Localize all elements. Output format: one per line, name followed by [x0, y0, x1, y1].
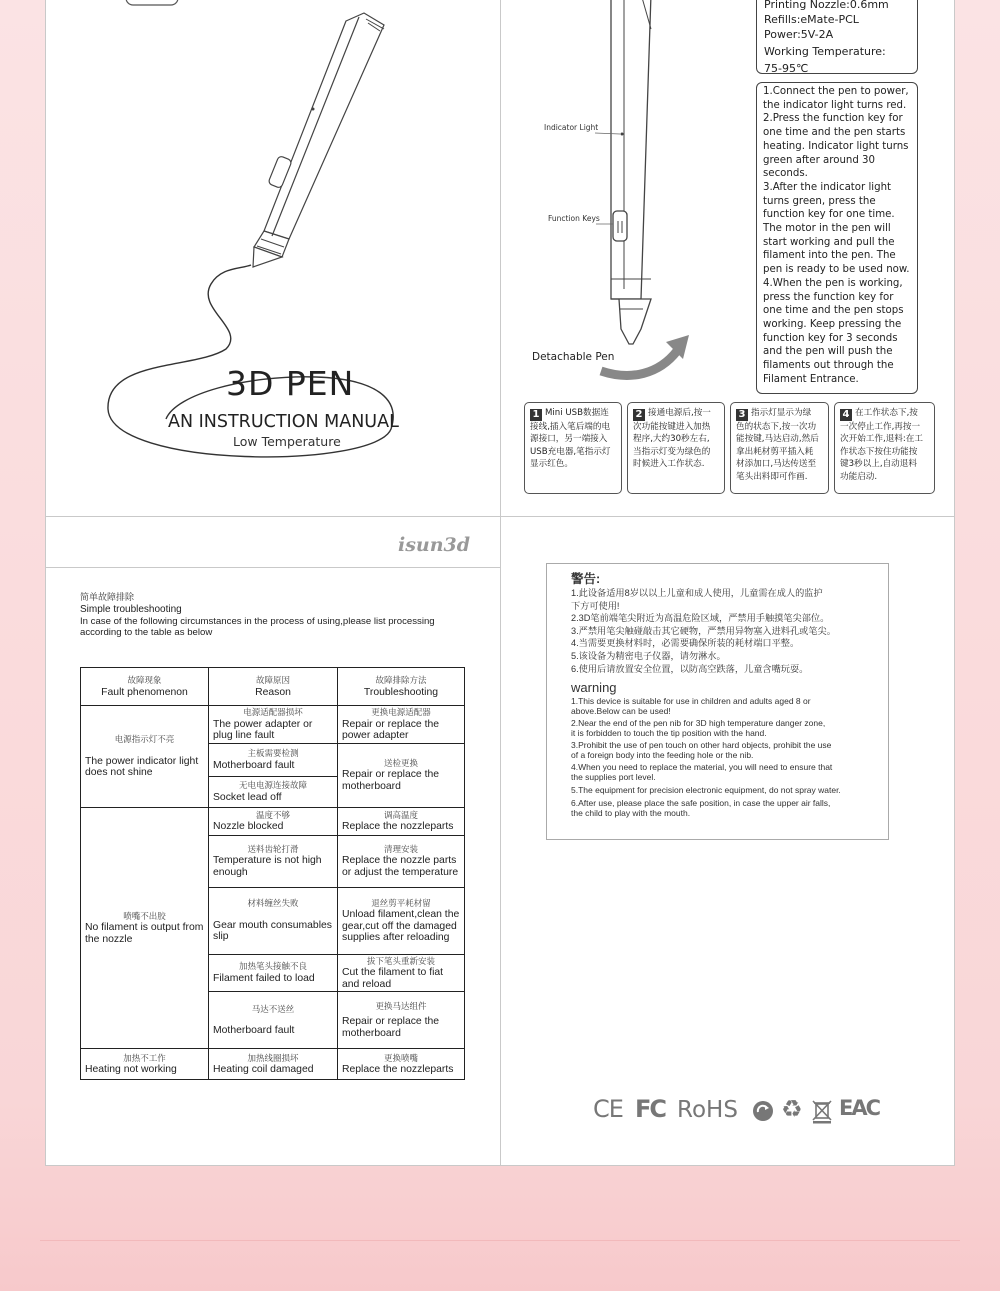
step-line: seconds.: [763, 168, 808, 180]
warning-box: [546, 563, 889, 840]
warning-zh-line: 1.此设备适用8岁以以上儿童和成人使用，儿童需在成人的监护: [571, 588, 823, 598]
fc-mark-icon: FC: [635, 1095, 666, 1123]
warning-zh-line: 3.严禁用笔尖触碰敲击其它硬物，严禁用异物塞入进料孔或笔尖。: [571, 625, 836, 636]
step-line: one time and the pen stops: [763, 305, 904, 317]
cn-step-line: 一次停止工作,再按一: [840, 422, 921, 432]
warning-en-line: 3.Prohibit the use of pen touch on other hard objects, prohibit the use: [571, 740, 832, 751]
reason-zh: 送料齿轮打滑: [247, 843, 299, 854]
step-line: start working and pull the: [763, 236, 895, 248]
reason-en: Heating coil damaged: [213, 1064, 314, 1075]
cn-step-box-4: [834, 402, 935, 494]
reason-cell: [209, 887, 338, 954]
table-row: [81, 1049, 465, 1080]
reason-en: Gear mouth consumables slip: [213, 919, 332, 943]
header-cell: [81, 668, 209, 706]
solution-zh: 退丝剪平耗材留: [371, 897, 431, 908]
solution-zh: 更换喷嘴: [383, 1052, 418, 1063]
header-cell: [338, 668, 465, 706]
cn-step-line: 次功能按键进入加热: [633, 422, 711, 432]
solution-zh: 清理安装: [383, 843, 418, 854]
trouble-intro-2: according to the table as below: [80, 627, 213, 638]
cn-step-line: 显示红色。: [530, 459, 573, 470]
cn-step-line: 程序,大约30秒左右,: [633, 434, 710, 445]
solution-en: Cut the filament to fiat and reload: [342, 967, 444, 990]
reason-zh: 马达不送丝: [251, 1003, 295, 1014]
solution-zh: 更换马达组件: [375, 1000, 427, 1011]
solution-en: Repair or replace the motherboard: [342, 769, 440, 792]
solution-zh: 调高温度: [383, 809, 418, 820]
warning-en-line: 2.Near the end of the pen nib for 3D high temperature danger zone,: [571, 718, 826, 729]
warning-en-line: the child to play with the mouth.: [571, 808, 691, 819]
warning-zh-line: 4.当需要更换材料时，必需要确保所装的耗材端口平整。: [571, 638, 800, 649]
spec-line: Power:5V-2A: [764, 28, 834, 41]
cn-step-line: 色的状态下,按一次功: [736, 422, 817, 432]
reason-zh: 加热线圈损坏: [247, 1052, 299, 1063]
table-row: [81, 807, 465, 835]
warning-en-line: 6.After use, please place the safe position, in case the upper air falls,: [571, 798, 831, 809]
reason-cell: [209, 807, 338, 835]
cn-step-line: 功能启动.: [840, 471, 878, 482]
step-line: 4.When the pen is working,: [763, 277, 903, 289]
fault-cell: [81, 706, 209, 808]
cn-step-line: 接线,插入笔后端的电: [530, 422, 611, 432]
step-line: filament into the pen. The: [763, 250, 896, 262]
troubleshooting-table: [80, 667, 465, 1080]
solution-zh: 送检更换: [383, 757, 418, 768]
reason-cell: [209, 706, 338, 744]
solution-en: Replace the nozzleparts: [342, 821, 454, 832]
reason-en: Filament failed to load: [213, 972, 315, 984]
cn-step-line: Mini USB数据连: [545, 408, 609, 418]
header-en: Fault phenomenon: [101, 686, 188, 698]
cn-step-line: 在工作状态下,按: [855, 408, 918, 418]
fault-en: No filament is output from the nozzle: [85, 922, 204, 945]
reason-cell: [209, 776, 338, 807]
solution-en: Replace the nozzle parts or adjust the temperature: [342, 855, 459, 878]
spec-line: Working Temperature:: [764, 45, 886, 58]
cn-step-number: 3: [736, 409, 748, 421]
header-zh: 故障排除方法: [375, 675, 427, 685]
step-line: one time and the pen starts: [763, 127, 906, 139]
warning-en-line: 1.This device is suitable for use in children and adults aged 8 or: [571, 696, 811, 707]
cn-step-line: 当指示灯变为绿色的: [633, 446, 711, 457]
cn-step-line: 源接口，另一端接入: [530, 434, 608, 445]
spec-line: 75-95℃: [764, 62, 809, 75]
steps-box: [756, 82, 918, 394]
step-line: function key for one time.: [763, 209, 895, 221]
cn-step-line: 键3秒以上,自动退料: [840, 459, 917, 470]
specs-box: [756, 0, 918, 74]
reason-cell: [209, 1049, 338, 1080]
reason-en: Motherboard fault: [213, 1025, 295, 1036]
solution-en: Replace the nozzleparts: [342, 1064, 454, 1075]
warning-zh-line: 5.该设备为精密电子仪器，请勿淋水。: [571, 650, 726, 661]
header-en: Reason: [255, 686, 291, 698]
reason-zh: 加热笔头接触不良: [238, 961, 307, 972]
reason-cell: [209, 954, 338, 992]
indicator-light-label: Indicator Light: [544, 123, 599, 132]
brand-logo: isun3d: [398, 534, 471, 556]
cn-step-box-2: [627, 402, 725, 494]
warning-zh-line: 2.3D笔前端笔尖附近为高温危险区域，严禁用手触摸笔尖部位。: [571, 613, 830, 624]
cn-step-line: 次开始工作,退料:在工: [840, 434, 923, 445]
fault-cell: [81, 1049, 209, 1080]
reason-en: Motherboard fault: [213, 759, 295, 771]
instructions-page: [500, 0, 955, 517]
cn-step-line: 笔头出料即可作画.: [736, 471, 808, 482]
reason-cell: [209, 835, 338, 887]
reason-cell: [209, 992, 338, 1049]
reason-zh: 温度不够: [255, 809, 290, 820]
warning-en-line: the supplies port level.: [571, 772, 656, 783]
fault-en: Heating not working: [85, 1064, 177, 1075]
reason-en: Temperature is not high enough: [213, 855, 322, 878]
step-line: filaments out through the: [763, 360, 894, 372]
solution-cell: [338, 1049, 465, 1080]
spec-line: Refills:eMate-PCL: [764, 13, 859, 26]
reason-en: Socket lead off: [213, 791, 282, 803]
spec-line: Printing Nozzle:0.6mm: [764, 0, 889, 11]
cn-step-line: 材添加口,马达传送至: [736, 459, 817, 470]
step-line: 1.Connect the pen to power,: [763, 86, 909, 97]
solution-zh: 拔下笔头重新安装: [366, 955, 435, 966]
header-zh: 故障原因: [255, 675, 290, 685]
warning-zh-list: [571, 587, 888, 675]
ce-mark-icon: CE: [593, 1095, 623, 1123]
warning-en-line: 4.When you need to replace the material, you will need to ensure that: [571, 762, 833, 773]
solution-cell: [338, 954, 465, 992]
detachable-pen-label: Detachable Pen: [532, 351, 615, 363]
header-cell: [209, 668, 338, 706]
cn-step-number: 2: [633, 409, 645, 421]
recycle-arrow-icon: [751, 1099, 775, 1123]
cover-subtitle: AN INSTRUCTION MANUAL: [168, 412, 399, 432]
fault-en: The power indicator light does not shine: [85, 755, 199, 778]
header-zh: 故障现象: [127, 675, 162, 685]
fault-zh: 电源指示灯不亮: [114, 734, 175, 744]
reason-zh: 无电电源连接故障: [238, 780, 307, 790]
solution-cell: [338, 706, 465, 744]
cover-page: [45, 0, 501, 517]
cn-step-number: 1: [530, 409, 542, 421]
cn-step-number: 4: [840, 409, 852, 421]
warning-zh-line: 下方可使用!: [571, 600, 620, 611]
cn-step-box-1: [524, 402, 622, 494]
step-line: and the pen will push the: [763, 346, 893, 358]
step-line: the indicator light turns red.: [763, 99, 907, 111]
step-line: pen is ready to be used now.: [763, 264, 910, 276]
step-line: 2.Press the function key for: [763, 113, 903, 125]
warning-en-line: of a foreign body into the feeding hole or the nib.: [571, 750, 754, 761]
step-line: function key for 3 seconds: [763, 332, 898, 344]
step-line: Filament Entrance.: [763, 373, 859, 385]
warning-title-en: warning: [571, 680, 617, 696]
cn-step-line: 作状态下按住功能按: [840, 446, 918, 457]
warning-en-line: above.Below can be used!: [571, 706, 671, 717]
step-line: press the function key for: [763, 291, 894, 303]
cn-step-line: 接通电源后,按一: [648, 408, 711, 418]
step-line: heating. Indicator light turns: [763, 140, 909, 152]
solution-cell: [338, 807, 465, 835]
cn-step-box-3: [730, 402, 829, 494]
reason-zh: 主板需要检测: [247, 748, 299, 758]
step-line: green after around 30: [763, 154, 876, 166]
reason-en: Nozzle blocked: [213, 821, 284, 832]
cover-title: 3D PEN: [226, 364, 355, 403]
weee-bin-icon: [811, 1098, 833, 1124]
cn-step-line: 指示灯显示为绿: [751, 408, 812, 418]
trouble-heading-zh: 简单故障排除: [80, 593, 135, 603]
bottom-divider: [40, 1240, 960, 1241]
step-line: 3.After the indicator light: [763, 181, 892, 193]
warning-title-zh: 警告:: [571, 572, 601, 586]
solution-cell: [338, 743, 465, 807]
function-keys-label: Function Keys: [548, 214, 600, 223]
header-en: Troubleshooting: [363, 686, 439, 698]
step-line: turns green, press the: [763, 195, 876, 207]
warning-en-line: it is forbidden to touch the tip position with the hand.: [571, 728, 767, 739]
warning-zh-line: 6.使用后请放置安全位置，以防高空跌落，儿童含嘴玩耍。: [571, 663, 809, 674]
solution-cell: [338, 835, 465, 887]
rohs-mark: RoHS: [677, 1097, 738, 1123]
cn-step-line: USB充电器,笔指示灯: [530, 446, 611, 457]
reason-cell: [209, 743, 338, 776]
fault-zh: 喷嘴不出胶: [123, 910, 166, 921]
cn-step-line: 拿出耗材剪平插入耗: [736, 446, 814, 457]
reason-zh: 电源适配器损坏: [243, 707, 303, 717]
table-row: [81, 706, 465, 744]
solution-zh: 更换电源适配器: [371, 707, 431, 717]
cn-step-line: 能按键,马达启动,然后: [736, 434, 819, 445]
cover-subtitle-2: Low Temperature: [233, 434, 341, 449]
eac-mark-icon: EAC: [839, 1096, 880, 1120]
fault-zh: 加热不工作: [123, 1052, 166, 1063]
step-line: The motor in the pen will: [763, 223, 891, 235]
trouble-intro-1: In case of the following circumstances in the process of using,please list processing: [80, 616, 435, 627]
warning-en-list: [571, 696, 888, 818]
solution-cell: [338, 887, 465, 954]
cn-step-line: 时候进入工作状态.: [633, 459, 705, 470]
step-line: working. Keep pressing the: [763, 318, 902, 330]
solution-en: Repair or replace the motherboard: [342, 1016, 440, 1039]
solution-en: Unload filament,clean the gear,cut off the damaged supplies after reloading: [342, 909, 460, 943]
table-header-row: [81, 668, 465, 706]
solution-en: Repair or replace the power adapter: [342, 718, 440, 741]
recycle-icon: ♻: [781, 1095, 803, 1123]
fault-cell: [81, 807, 209, 1049]
solution-cell: [338, 992, 465, 1049]
trouble-heading-en: Simple troubleshooting: [80, 604, 182, 615]
warning-en-line: 5.The equipment for precision electronic equipment, do not spray water.: [571, 785, 841, 796]
reason-zh: 材料缠丝失败: [247, 898, 299, 909]
reason-en: The power adapter or plug line fault: [213, 718, 313, 741]
